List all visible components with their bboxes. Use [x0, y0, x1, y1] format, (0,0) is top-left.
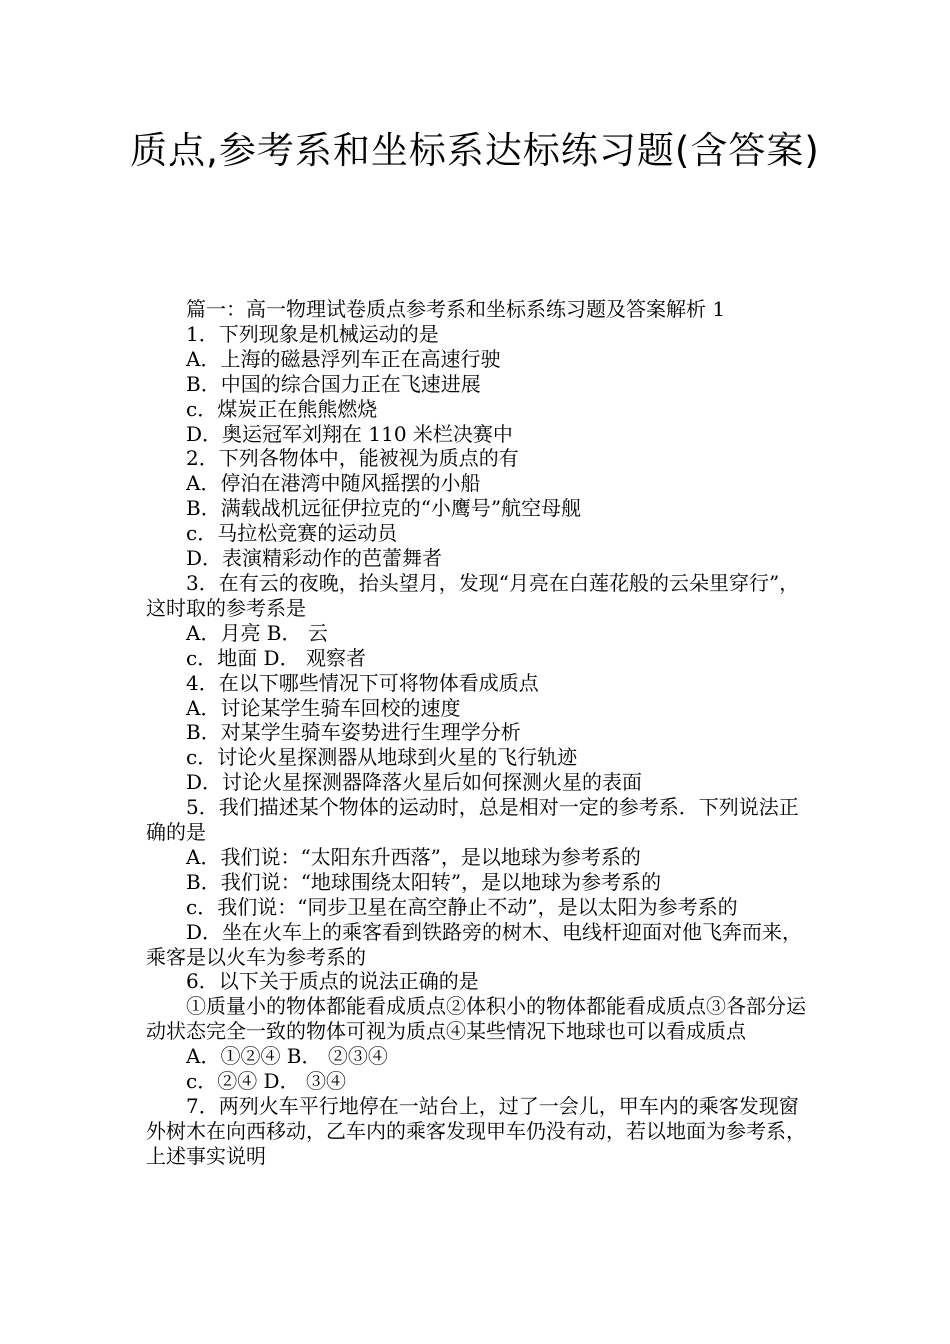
q6-options-ab: A．①②④ B． ②③④ — [186, 1044, 388, 1069]
question-5: 5．我们描述某个物体的运动时，总是相对一定的参考系．下列说法正确的是 — [146, 795, 799, 845]
q2-option-a: A．停泊在港湾中随风摇摆的小船 — [186, 471, 481, 496]
question-1: 1．下列现象是机械运动的是 — [186, 321, 439, 346]
q3-options-ab: A．月亮 B． 云 — [186, 620, 328, 645]
q4-option-c: c．讨论火星探测器从地球到火星的飞行轨迹 — [186, 745, 578, 770]
question-3: 3．在有云的夜晚，抬头望月，发现“月亮在白莲花般的云朵里穿行”，这时取的参考系是 — [146, 570, 800, 620]
question-4: 4．在以下哪些情况下可将物体看成质点 — [186, 670, 539, 695]
q3-options-cd: c．地面 D． 观察者 — [186, 645, 366, 670]
q4-option-d: D．讨论火星探测器降落火星后如何探测火星的表面 — [186, 770, 643, 795]
section-heading: 篇一：高一物理试卷质点参考系和坐标系练习题及答案解析 1 — [186, 297, 726, 321]
q1-option-b: B．中国的综合国力正在飞速进展 — [186, 371, 481, 396]
question-7: 7．两列火车平行地停在一站台上，过了一会儿，甲车内的乘客发现窗外树木在向西移动，乙车内的乘客发现甲车仍没有动，若以地面为参考系，上述事实说明 — [146, 1094, 806, 1168]
q2-option-b: B．满载战机远征伊拉克的“小鹰号”航空母舰 — [186, 496, 582, 521]
q4-option-a: A．讨论某学生骑车回校的速度 — [186, 695, 461, 720]
q5-option-a: A．我们说：“太阳东升西落”，是以地球为参考系的 — [186, 844, 641, 869]
q5-option-d: D．坐在火车上的乘客看到铁路旁的树木、电线杆迎面对他飞奔而来，乘客是以火车为参考系的 — [146, 919, 803, 969]
q5-option-c: c．我们说：“同步卫星在高空静止不动”，是以太阳为参考系的 — [186, 894, 738, 919]
question-2: 2．下列各物体中，能被视为质点的有 — [186, 446, 519, 471]
q6-statements: ①质量小的物体都能看成质点②体积小的物体都能看成质点③各部分运动状态完全一致的物体可视为质点④某些情况下地球也可以看成质点 — [146, 994, 806, 1044]
document-title: 质点,参考系和坐标系达标练习题(含答案) — [130, 129, 820, 172]
q1-option-c: c．煤炭正在熊熊燃烧 — [186, 396, 378, 421]
q6-options-cd: c．②④ D． ③④ — [186, 1069, 346, 1094]
q1-option-a: A．上海的磁悬浮列车正在高速行驶 — [186, 346, 501, 371]
q2-option-d: D．表演精彩动作的芭蕾舞者 — [186, 546, 443, 571]
question-6: 6．以下关于质点的说法正确的是 — [186, 969, 479, 994]
document-body — [146, 297, 808, 1169]
q5-option-b: B．我们说：“地球围绕太阳转”，是以地球为参考系的 — [186, 869, 662, 894]
q1-option-d: D．奥运冠军刘翔在 110 米栏决赛中 — [186, 421, 513, 446]
q2-option-c: c．马拉松竞赛的运动员 — [186, 521, 398, 546]
q4-option-b: B．对某学生骑车姿势进行生理学分析 — [186, 720, 521, 745]
